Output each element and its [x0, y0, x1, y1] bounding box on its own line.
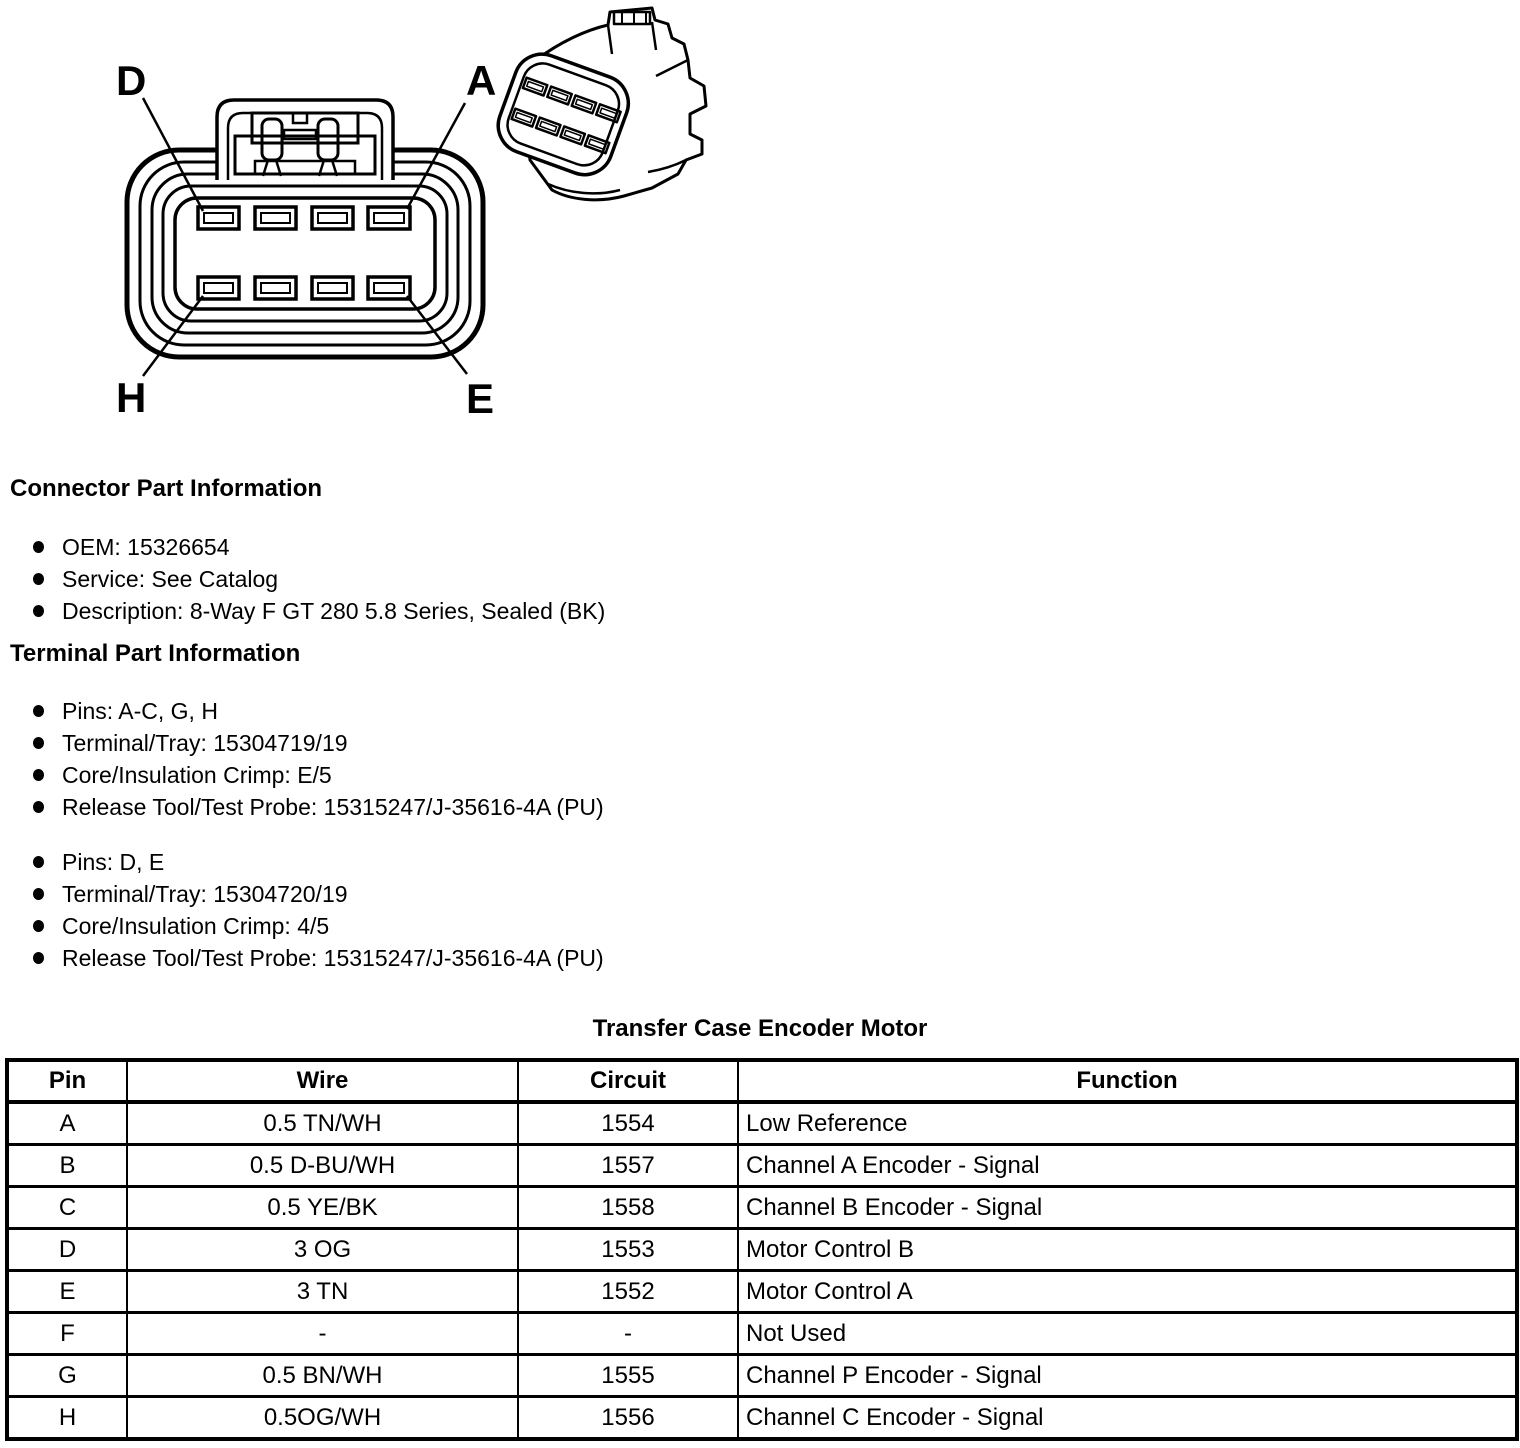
list-item-text: Core/Insulation Crimp: E/5	[62, 762, 332, 788]
list-item-text: Pins: D, E	[62, 849, 165, 875]
pin-slot-a	[368, 207, 410, 229]
function-cell: Channel P Encoder - Signal	[738, 1355, 1517, 1397]
seal-ring	[140, 162, 470, 345]
list-item-text: Release Tool/Test Probe: 15315247/J-35616-4A (PU)	[62, 945, 604, 971]
list-item-text: OEM: 15326654	[62, 534, 230, 560]
pin-cell: G	[7, 1355, 127, 1397]
terminal-info-heading: Terminal Part Information	[10, 640, 301, 667]
list-item-text: Terminal/Tray: 15304720/19	[62, 881, 348, 907]
bullet-icon	[33, 705, 44, 717]
bullet-icon	[33, 769, 44, 781]
pin-cell: A	[7, 1102, 127, 1145]
pin-slot-d	[198, 207, 239, 229]
bullet-icon	[33, 920, 44, 932]
list-item-text: Description: 8-Way F GT 280 5.8 Series, Sealed (BK)	[62, 598, 606, 624]
connector-3d-view	[490, 8, 706, 200]
circuit-cell: 1556	[518, 1397, 738, 1440]
pin-slot-g	[255, 277, 296, 299]
function-cell: Channel A Encoder - Signal	[738, 1145, 1517, 1187]
bullet-icon	[33, 801, 44, 813]
pin-slot-b	[312, 207, 353, 229]
list-item	[33, 565, 278, 593]
function-cell: Motor Control A	[738, 1271, 1517, 1313]
pin-label-d: D	[116, 57, 147, 104]
bullet-icon	[33, 888, 44, 900]
pin-cell: B	[7, 1145, 127, 1187]
wire-cell: 0.5 TN/WH	[127, 1102, 518, 1145]
function-cell: Channel B Encoder - Signal	[738, 1187, 1517, 1229]
connector-front-view	[127, 98, 483, 376]
table-row	[7, 1313, 1517, 1355]
wire-cell: 0.5 D-BU/WH	[127, 1145, 518, 1187]
bullet-icon	[33, 573, 44, 585]
function-cell: Motor Control B	[738, 1229, 1517, 1271]
list-item	[33, 880, 348, 908]
circuit-cell: 1553	[518, 1229, 738, 1271]
pin-cell: H	[7, 1397, 127, 1440]
pinout-table	[5, 1058, 1519, 1441]
pin-label-e: E	[466, 375, 495, 422]
table-row	[7, 1187, 1517, 1229]
list-item	[33, 729, 348, 757]
pin-cell: F	[7, 1313, 127, 1355]
pin-cell: C	[7, 1187, 127, 1229]
latch	[217, 100, 393, 180]
circuit-cell: 1555	[518, 1355, 738, 1397]
wire-cell: 0.5 YE/BK	[127, 1187, 518, 1229]
pin-label-h: H	[116, 374, 147, 421]
circuit-cell: 1554	[518, 1102, 738, 1145]
list-item	[33, 793, 604, 821]
table-row	[7, 1102, 1517, 1145]
list-item-text: Service: See Catalog	[62, 566, 279, 592]
circuit-cell: 1558	[518, 1187, 738, 1229]
list-item-text: Terminal/Tray: 15304719/19	[62, 730, 348, 756]
wire-cell: 3 OG	[127, 1229, 518, 1271]
header-wire: Wire	[127, 1060, 518, 1102]
pin-cell: E	[7, 1271, 127, 1313]
list-item	[33, 944, 604, 972]
wire-cell: -	[127, 1313, 518, 1355]
bullet-icon	[33, 605, 44, 617]
circuit-cell: -	[518, 1313, 738, 1355]
pin-slot-c	[255, 207, 296, 229]
leader-line-h	[143, 296, 203, 376]
bullet-icon	[33, 856, 44, 868]
header-pin: Pin	[7, 1060, 127, 1102]
list-item	[33, 533, 230, 561]
connector-info-heading: Connector Part Information	[10, 475, 323, 502]
function-cell: Channel C Encoder - Signal	[738, 1397, 1517, 1440]
list-item	[33, 697, 218, 725]
header-function: Function	[738, 1060, 1517, 1102]
table-row	[7, 1229, 1517, 1271]
header-circuit: Circuit	[518, 1060, 738, 1102]
pin-slot-f	[312, 277, 353, 299]
pin-label-a: A	[466, 57, 497, 104]
list-item-text: Core/Insulation Crimp: 4/5	[62, 913, 330, 939]
list-item-text: Pins: A-C, G, H	[62, 698, 218, 724]
pin-slot-h	[198, 277, 239, 299]
list-item	[33, 597, 605, 625]
table-row	[7, 1145, 1517, 1187]
pin-cell: D	[7, 1229, 127, 1271]
circuit-cell: 1552	[518, 1271, 738, 1313]
circuit-cell: 1557	[518, 1145, 738, 1187]
table-header-row	[7, 1060, 1517, 1102]
list-item	[33, 848, 164, 876]
table-row	[7, 1397, 1517, 1440]
connector-diagram	[100, 0, 800, 440]
bullet-icon	[33, 952, 44, 964]
table-title: Transfer Case Encoder Motor	[592, 1015, 928, 1042]
wire-cell: 3 TN	[127, 1271, 518, 1313]
function-cell: Low Reference	[738, 1102, 1517, 1145]
list-item	[33, 912, 329, 940]
bullet-icon	[33, 541, 44, 553]
wire-cell: 0.5 BN/WH	[127, 1355, 518, 1397]
function-cell: Not Used	[738, 1313, 1517, 1355]
table-row	[7, 1271, 1517, 1313]
pin-slot-e	[368, 277, 410, 299]
wire-cell: 0.5OG/WH	[127, 1397, 518, 1440]
list-item-text: Release Tool/Test Probe: 15315247/J-35616-4A (PU)	[62, 794, 604, 820]
list-item	[33, 761, 332, 789]
table-row	[7, 1355, 1517, 1397]
bullet-icon	[33, 737, 44, 749]
